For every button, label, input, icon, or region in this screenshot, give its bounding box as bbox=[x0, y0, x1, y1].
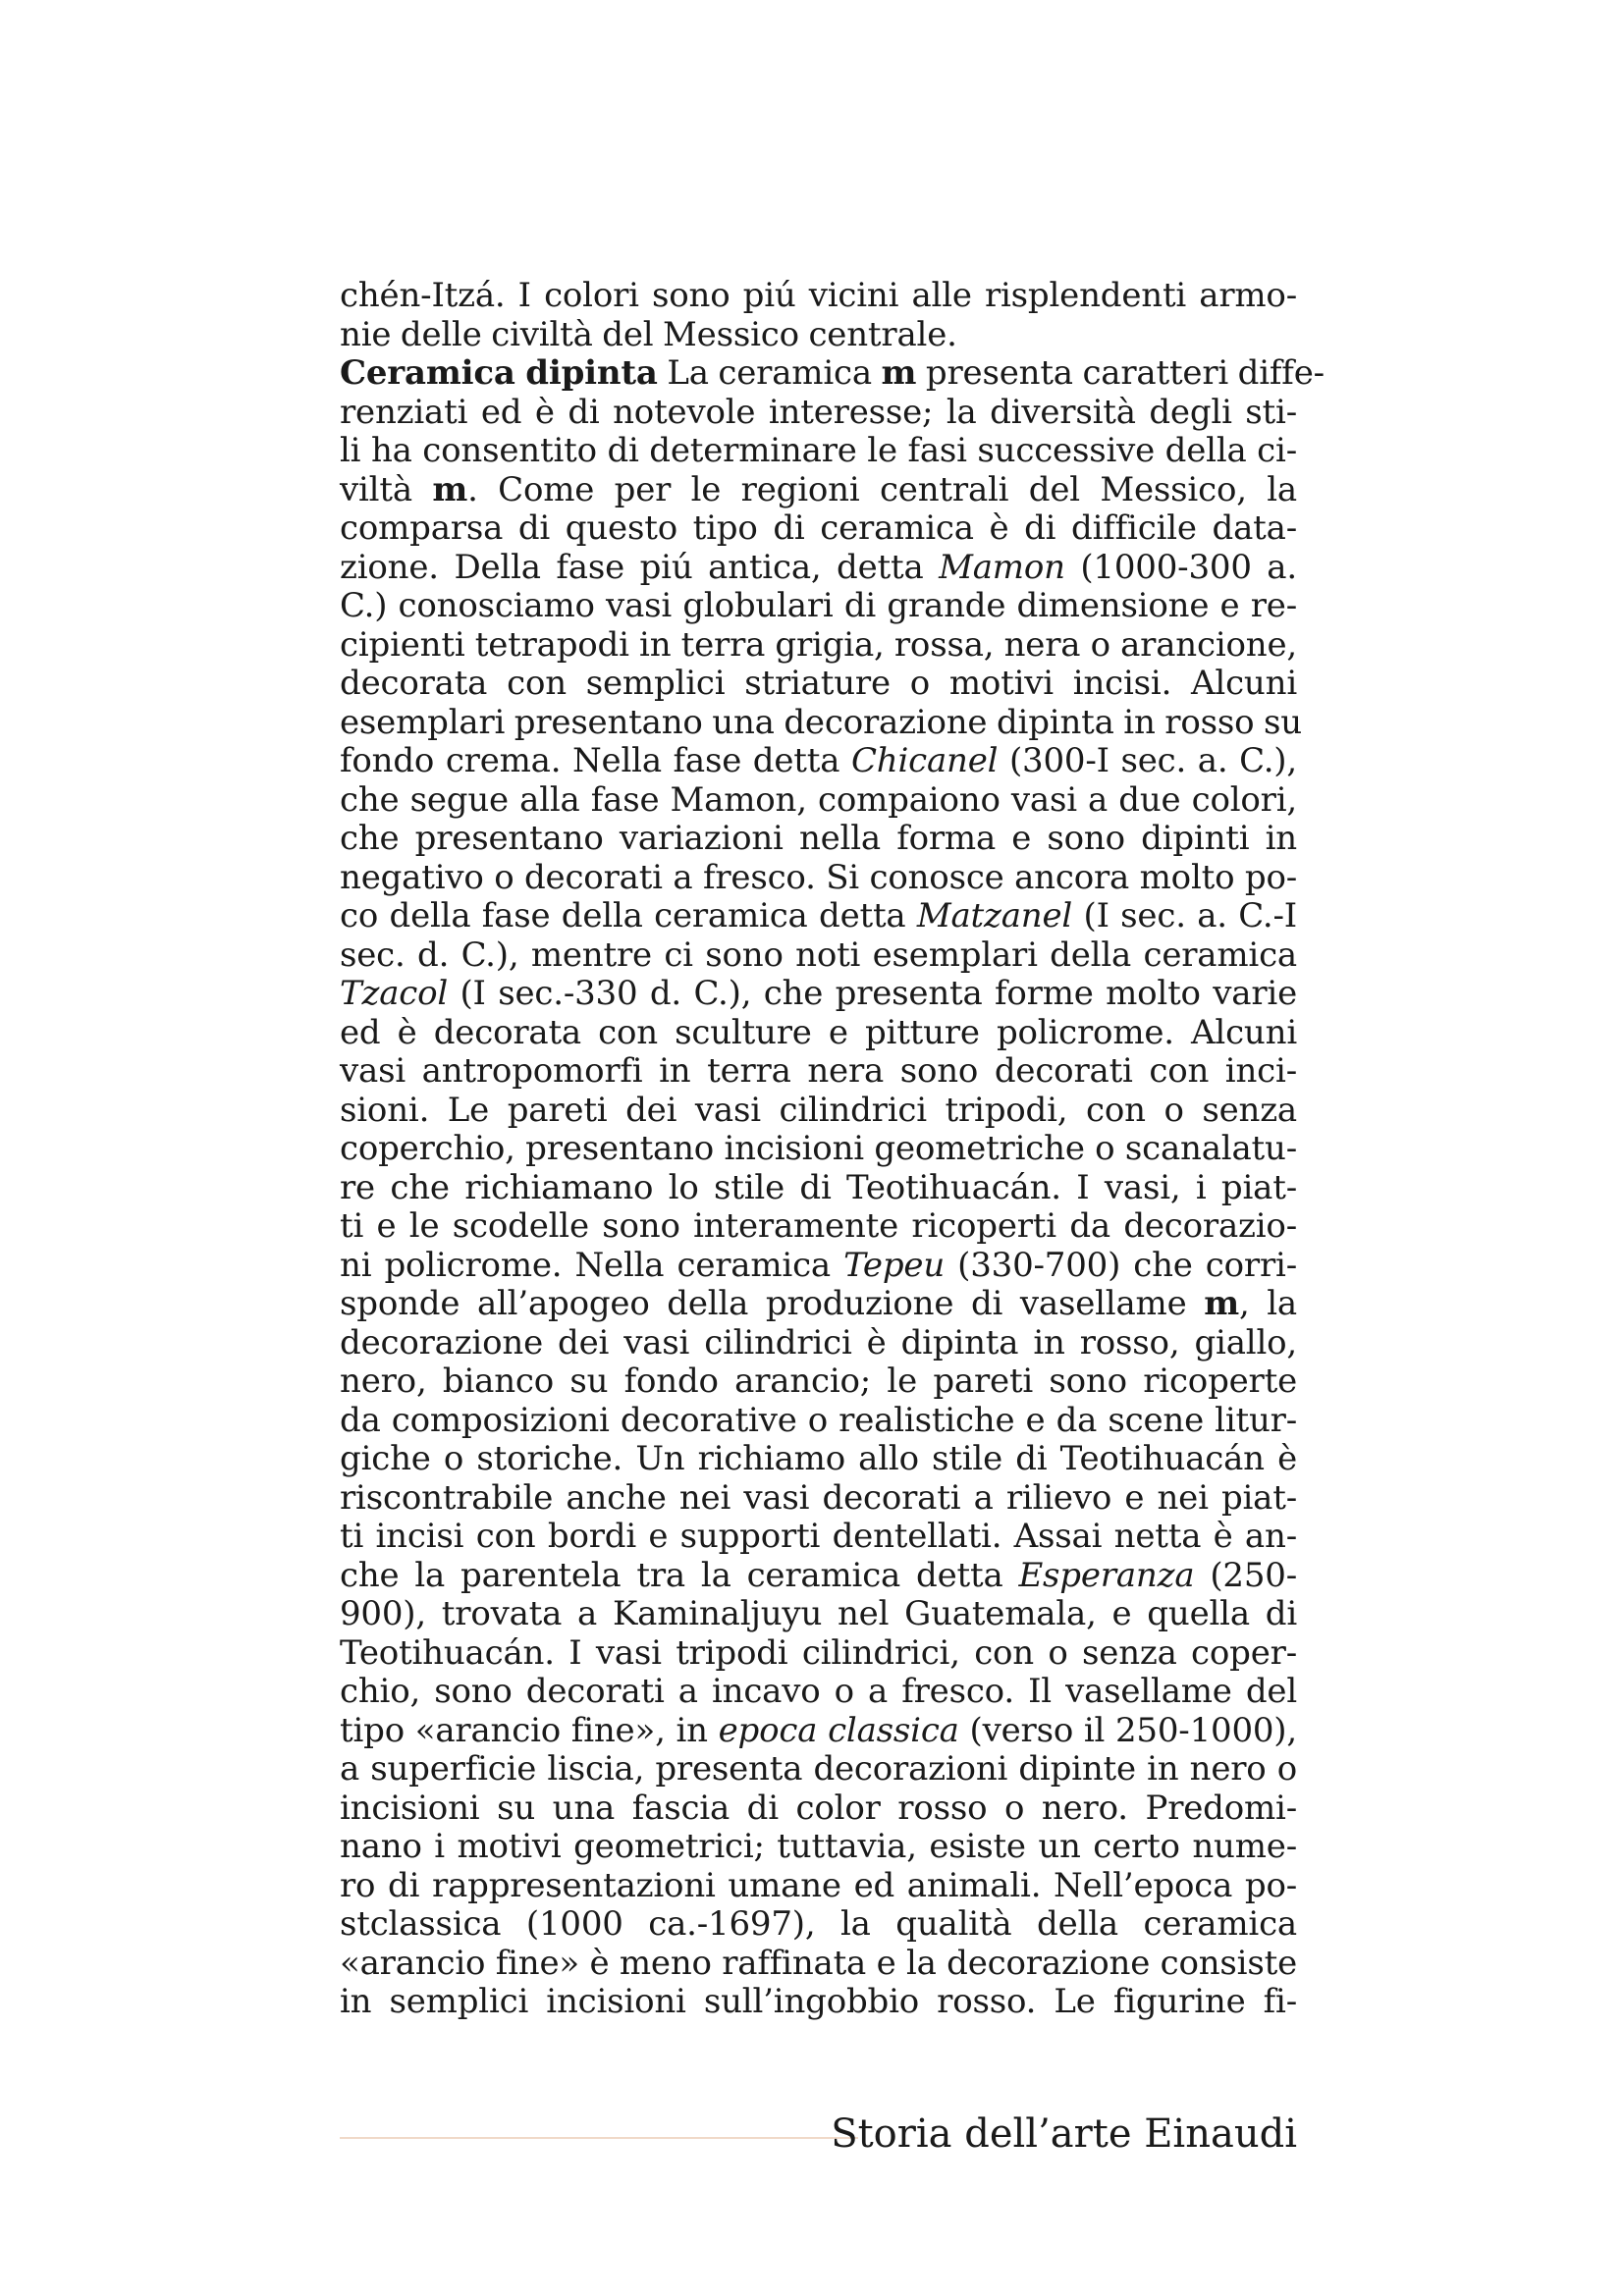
text-run: a superficie liscia, presenta decorazioni dipinte in nero o bbox=[340, 1749, 1297, 1789]
footer-title: Storia dell’arte Einaudi bbox=[831, 2111, 1297, 2157]
text-run: (330-700) che corri- bbox=[945, 1245, 1297, 1285]
text-run: nero, bianco su fondo arancio; le pareti sono ricoperte bbox=[340, 1362, 1297, 1401]
text-run: (1000-300 a. bbox=[1064, 547, 1297, 587]
text-run: «arancio fine» è meno raffinata e la decorazione consiste bbox=[340, 1943, 1297, 1983]
text-run: viltà bbox=[340, 469, 433, 509]
text-line bbox=[340, 626, 1297, 666]
text-run: re che richiamano lo stile di Teotihuacán. I vasi, i piat- bbox=[340, 1167, 1297, 1207]
body-text bbox=[340, 276, 1325, 2022]
text-run: ti incisi con bordi e supporti dentellati. Assai netta è an- bbox=[340, 1517, 1297, 1556]
text-line bbox=[340, 702, 1302, 743]
footer-rule bbox=[340, 2137, 858, 2139]
text-run: , la bbox=[1238, 1284, 1297, 1323]
text-run: fondo crema. Nella fase detta bbox=[340, 741, 851, 780]
text-line bbox=[340, 859, 1297, 898]
text-run: nie delle civiltà del Messico centrale. bbox=[340, 314, 957, 354]
text-line bbox=[340, 820, 1297, 859]
text-run: chio, sono decorati a incavo o a fresco. Il vasellame del bbox=[340, 1672, 1297, 1711]
italic-run: epoca classica bbox=[718, 1710, 959, 1750]
text-run: sponde all’apogeo della produzione di vasellame bbox=[340, 1284, 1205, 1323]
text-line bbox=[340, 1557, 1297, 1596]
text-run: comparsa di questo tipo di ceramica è di difficile data- bbox=[340, 508, 1297, 548]
text-line bbox=[340, 781, 1297, 821]
text-run: giche o storiche. Un richiamo allo stile di Teotihuacán è bbox=[340, 1439, 1297, 1478]
italic-run: Matzanel bbox=[916, 896, 1073, 935]
text-line bbox=[340, 1052, 1297, 1092]
text-line bbox=[340, 316, 1297, 355]
italic-run: Mamon bbox=[939, 547, 1065, 587]
text-run: . Come per le regioni centrali del Messico, la bbox=[467, 469, 1298, 509]
text-line bbox=[340, 471, 1297, 510]
text-line bbox=[340, 1595, 1297, 1634]
text-line bbox=[340, 1324, 1297, 1363]
text-run: C.) conosciamo vasi globulari di grande dimensione e re- bbox=[340, 586, 1297, 625]
text-run: ti e le scodelle sono interamente ricoperti da decorazio- bbox=[340, 1206, 1297, 1246]
text-run: sioni. Le pareti dei vasi cilindrici tripodi, con o senza bbox=[340, 1090, 1297, 1130]
text-line bbox=[340, 1207, 1297, 1247]
text-run: (I sec. a. C.-I bbox=[1072, 896, 1297, 935]
text-line bbox=[340, 1673, 1297, 1712]
bold-run: Ceramica dipinta bbox=[340, 353, 658, 393]
text-run: 900), trovata a Kaminaljuyu nel Guatemala, e quella di bbox=[340, 1594, 1297, 1633]
text-run: co della fase della ceramica detta bbox=[340, 896, 917, 935]
text-line bbox=[340, 1712, 1297, 1751]
text-line bbox=[340, 432, 1297, 471]
text-line bbox=[340, 277, 1297, 316]
text-run: La ceramica bbox=[657, 353, 882, 393]
text-line bbox=[340, 1130, 1297, 1169]
italic-run: Esperanza bbox=[1018, 1555, 1195, 1595]
text-run: ni policrome. Nella ceramica bbox=[340, 1245, 844, 1285]
text-run: chén-Itzá. I colori sono piú vicini alle risplendenti armo- bbox=[340, 276, 1297, 315]
text-line bbox=[340, 936, 1297, 976]
italic-run: Tzacol bbox=[340, 974, 449, 1013]
italic-run: Tepeu bbox=[843, 1245, 946, 1285]
text-run: nano i motivi geometrici; tuttavia, esiste un certo nume- bbox=[340, 1827, 1297, 1866]
text-run: decorata con semplici striature o motivi incisi. Alcuni bbox=[340, 664, 1297, 703]
bold-run: m bbox=[432, 469, 468, 509]
text-run: tipo «arancio fine», in bbox=[340, 1710, 719, 1750]
text-run: riscontrabile anche nei vasi decorati a rilievo e nei piat- bbox=[340, 1477, 1297, 1518]
text-line bbox=[340, 1247, 1297, 1286]
text-line bbox=[340, 1867, 1297, 1906]
text-line bbox=[340, 587, 1297, 626]
text-line bbox=[340, 742, 1297, 781]
text-run: esemplari presentano una decorazione dipinta in rosso su bbox=[340, 702, 1302, 742]
text-run: stclassica (1000 ca.-1697), la qualità della ceramica bbox=[340, 1904, 1297, 1944]
text-run: che segue alla fase Mamon, compaiono vasi a due colori, bbox=[340, 779, 1297, 820]
text-run: sec. d. C.), mentre ci sono noti esemplari della ceramica bbox=[340, 934, 1297, 975]
text-run: (300-I sec. a. C.), bbox=[998, 741, 1297, 780]
text-line bbox=[340, 509, 1297, 549]
text-run: renziati ed è di notevole interesse; la diversità degli sti- bbox=[340, 392, 1297, 432]
text-run: negativo o decorati a fresco. Si conosce ancora molto po- bbox=[340, 857, 1297, 897]
text-line bbox=[340, 1634, 1297, 1674]
text-run: (verso il 250-1000), bbox=[958, 1710, 1297, 1750]
text-line bbox=[340, 1092, 1297, 1131]
text-run: che presentano variazioni nella forma e sono dipinti in bbox=[340, 819, 1297, 858]
text-line bbox=[340, 549, 1297, 588]
text-line bbox=[340, 1828, 1297, 1867]
text-line bbox=[340, 1518, 1297, 1557]
text-run: Teotihuacán. I vasi tripodi cilindrici, con o senza coper- bbox=[340, 1632, 1297, 1673]
text-line bbox=[340, 1440, 1297, 1479]
text-run: in semplici incisioni sull’ingobbio rosso. Le figurine fi- bbox=[340, 1982, 1297, 2021]
text-line bbox=[340, 353, 1325, 394]
text-line bbox=[340, 665, 1297, 704]
text-run: li ha consentito di determinare le fasi successive della ci- bbox=[340, 431, 1297, 470]
text-line bbox=[340, 1479, 1297, 1519]
italic-run: Chicanel bbox=[850, 741, 999, 780]
text-run: incisioni su una fascia di color rosso o nero. Predomi- bbox=[340, 1788, 1297, 1828]
text-line bbox=[340, 975, 1297, 1014]
text-line bbox=[340, 1285, 1297, 1324]
text-line bbox=[340, 1789, 1297, 1829]
text-line bbox=[340, 1014, 1297, 1053]
text-run: vasi antropomorfi in terra nera sono decorati con inci- bbox=[340, 1051, 1297, 1091]
text-line bbox=[340, 1983, 1297, 2022]
text-run: (I sec.-330 d. C.), che presenta forme molto varie bbox=[448, 974, 1297, 1013]
text-line bbox=[340, 1905, 1297, 1945]
text-line bbox=[340, 897, 1297, 936]
text-line bbox=[340, 1945, 1297, 1984]
text-run: (250- bbox=[1194, 1555, 1297, 1595]
text-line bbox=[340, 1402, 1297, 1441]
text-run: zione. Della fase piú antica, detta bbox=[340, 547, 940, 587]
text-run: ro di rappresentazioni umane ed animali. Nell’epoca po- bbox=[340, 1865, 1297, 1905]
text-run: presenta caratteri diffe- bbox=[916, 353, 1325, 393]
text-run: decorazione dei vasi cilindrici è dipinta in rosso, giallo, bbox=[340, 1322, 1297, 1362]
text-run: che la parentela tra la ceramica detta bbox=[340, 1555, 1019, 1595]
text-line bbox=[340, 1362, 1297, 1402]
bold-run: m bbox=[881, 353, 917, 393]
text-run: cipienti tetrapodi in terra grigia, rossa, nera o arancione, bbox=[340, 624, 1297, 665]
text-run: coperchio, presentano incisioni geometriche o scanalatu- bbox=[340, 1129, 1297, 1168]
text-run: da composizioni decorative o realistiche e da scene litur- bbox=[340, 1400, 1297, 1440]
text-line bbox=[340, 394, 1297, 433]
text-run: ed è decorata con sculture e pitture policrome. Alcuni bbox=[340, 1012, 1297, 1052]
bold-run: m bbox=[1204, 1284, 1239, 1323]
text-line bbox=[340, 1169, 1297, 1208]
text-line bbox=[340, 1750, 1297, 1789]
